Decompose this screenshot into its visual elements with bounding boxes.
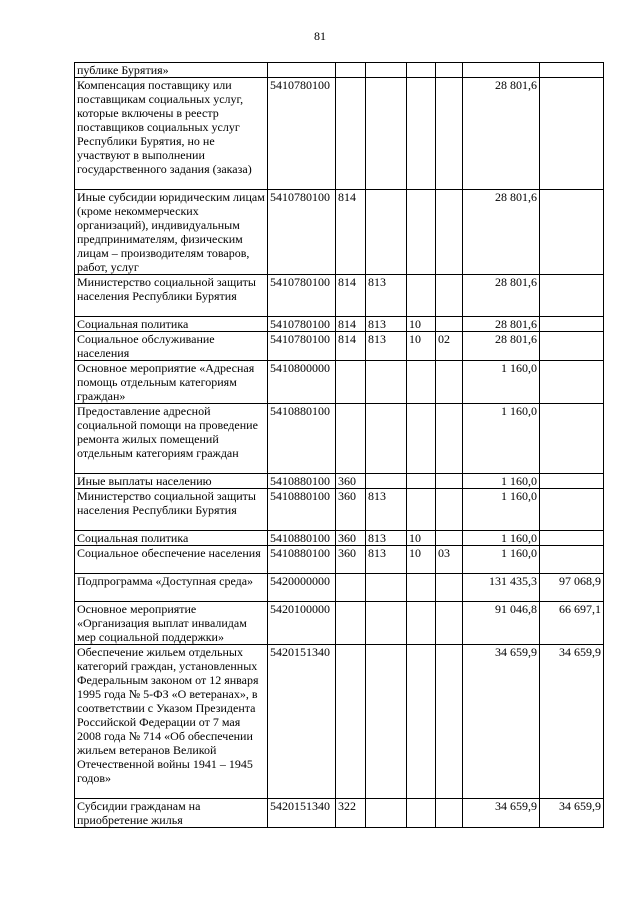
row-gr-cell: 813 [366, 317, 407, 332]
row-vr-cell [336, 78, 366, 190]
table-row [75, 799, 604, 828]
row-sum2-cell [540, 332, 604, 361]
row-name-cell: публике Бурятия» [75, 63, 268, 78]
row-name-cell: Министерство социальной защиты населения Республики Бурятия [75, 275, 268, 317]
row-sum2-cell [540, 63, 604, 78]
row-code-cell: 5410880100 [268, 531, 336, 546]
row-vr-cell: 814 [336, 317, 366, 332]
row-rz-cell [407, 275, 436, 317]
page-number: 81 [314, 29, 326, 43]
row-sum2-cell [540, 361, 604, 404]
row-sum2-cell [540, 275, 604, 317]
row-vr-cell: 360 [336, 489, 366, 531]
row-sum1-cell: 1 160,0 [463, 531, 540, 546]
row-code-cell: 5420000000 [268, 574, 336, 602]
row-code-cell: 5410880100 [268, 474, 336, 489]
row-name-cell: Подпрограмма «Доступная среда» [75, 574, 268, 602]
table-row [75, 317, 604, 332]
row-sum1-cell: 1 160,0 [463, 474, 540, 489]
row-rz-cell [407, 799, 436, 828]
row-name-cell: Основное мероприятие «Адресная помощь отдельным категориям граждан» [75, 361, 268, 404]
row-sum2-cell [540, 474, 604, 489]
row-name-cell: Субсидии гражданам на приобретение жилья [75, 799, 268, 828]
row-code-cell: 5420151340 [268, 799, 336, 828]
row-name-cell: Компенсация поставщику или поставщикам социальных услуг, которые включены в реестр поставщиков социальных услуг Республики Бурятия, но не участвуют в выполнении государственного задания (заказа) [75, 78, 268, 190]
row-gr-cell [366, 474, 407, 489]
table-row [75, 332, 604, 361]
row-name-cell: Социальное обслуживание населения [75, 332, 268, 361]
row-code-cell: 5410800000 [268, 361, 336, 404]
budget-table-body [75, 63, 604, 828]
row-gr-cell [366, 78, 407, 190]
row-code-cell: 5410780100 [268, 317, 336, 332]
row-code-cell: 5410780100 [268, 332, 336, 361]
row-pr-cell: 03 [436, 546, 463, 574]
row-name-cell: Социальная политика [75, 531, 268, 546]
row-gr-cell [366, 602, 407, 645]
row-name-cell: Социальное обеспечение населения [75, 546, 268, 574]
row-rz-cell: 10 [407, 531, 436, 546]
row-sum1-cell: 131 435,3 [463, 574, 540, 602]
row-name-cell: Иные выплаты населению [75, 474, 268, 489]
row-vr-cell: 814 [336, 190, 366, 275]
row-pr-cell [436, 574, 463, 602]
row-gr-cell [366, 645, 407, 799]
row-vr-cell: 360 [336, 546, 366, 574]
row-rz-cell: 10 [407, 546, 436, 574]
row-gr-cell: 813 [366, 332, 407, 361]
row-pr-cell [436, 799, 463, 828]
row-vr-cell [336, 574, 366, 602]
row-code-cell: 5410880100 [268, 489, 336, 531]
row-sum1-cell: 28 801,6 [463, 275, 540, 317]
row-code-cell: 5410780100 [268, 190, 336, 275]
row-code-cell: 5410880100 [268, 404, 336, 474]
row-rz-cell [407, 489, 436, 531]
row-gr-cell [366, 799, 407, 828]
budget-table [74, 62, 604, 828]
row-sum1-cell: 28 801,6 [463, 78, 540, 190]
row-vr-cell [336, 645, 366, 799]
row-vr-cell: 360 [336, 474, 366, 489]
row-rz-cell [407, 404, 436, 474]
row-sum1-cell: 1 160,0 [463, 361, 540, 404]
row-sum1-cell: 34 659,9 [463, 799, 540, 828]
row-sum1-cell: 28 801,6 [463, 332, 540, 361]
table-row [75, 531, 604, 546]
row-sum2-cell [540, 546, 604, 574]
row-sum1-cell: 28 801,6 [463, 190, 540, 275]
row-vr-cell: 814 [336, 275, 366, 317]
table-row [75, 645, 604, 799]
row-gr-cell [366, 574, 407, 602]
table-row [75, 190, 604, 275]
row-code-cell: 5410780100 [268, 275, 336, 317]
row-pr-cell [436, 404, 463, 474]
row-pr-cell: 02 [436, 332, 463, 361]
row-rz-cell [407, 645, 436, 799]
row-pr-cell [436, 78, 463, 190]
table-row [75, 275, 604, 317]
row-name-cell: Предоставление адресной социальной помощи на проведение ремонта жилых помещений отдельным категориям граждан [75, 404, 268, 474]
table-row [75, 489, 604, 531]
row-vr-cell: 360 [336, 531, 366, 546]
row-vr-cell: 814 [336, 332, 366, 361]
row-sum1-cell: 1 160,0 [463, 546, 540, 574]
row-sum1-cell: 1 160,0 [463, 489, 540, 531]
row-vr-cell [336, 602, 366, 645]
row-gr-cell: 813 [366, 546, 407, 574]
row-rz-cell [407, 63, 436, 78]
table-row [75, 602, 604, 645]
row-sum2-cell [540, 531, 604, 546]
row-sum2-cell: 97 068,9 [540, 574, 604, 602]
table-row [75, 574, 604, 602]
row-sum1-cell: 1 160,0 [463, 404, 540, 474]
row-gr-cell [366, 190, 407, 275]
row-sum1-cell: 91 046,8 [463, 602, 540, 645]
row-sum2-cell: 34 659,9 [540, 799, 604, 828]
row-rz-cell: 10 [407, 317, 436, 332]
row-rz-cell [407, 602, 436, 645]
row-gr-cell [366, 404, 407, 474]
row-code-cell: 5420100000 [268, 602, 336, 645]
row-code-cell: 5410880100 [268, 546, 336, 574]
row-code-cell: 5410780100 [268, 78, 336, 190]
row-sum2-cell: 34 659,9 [540, 645, 604, 799]
row-pr-cell [436, 645, 463, 799]
row-pr-cell [436, 275, 463, 317]
row-pr-cell [436, 602, 463, 645]
row-sum2-cell [540, 78, 604, 190]
row-vr-cell [336, 404, 366, 474]
row-sum2-cell [540, 190, 604, 275]
table-row [75, 78, 604, 190]
row-name-cell: Основное мероприятие «Организация выплат инвалидам мер социальной поддержки» [75, 602, 268, 645]
row-rz-cell: 10 [407, 332, 436, 361]
row-rz-cell [407, 574, 436, 602]
row-pr-cell [436, 361, 463, 404]
row-pr-cell [436, 531, 463, 546]
row-pr-cell [436, 190, 463, 275]
row-sum2-cell: 66 697,1 [540, 602, 604, 645]
row-rz-cell [407, 190, 436, 275]
row-code-cell: 5420151340 [268, 645, 336, 799]
row-rz-cell [407, 78, 436, 190]
row-name-cell: Иные субсидии юридическим лицам (кроме некоммерческих организаций), индивидуальным предпринимателям, физическим лицам – производителям товаров, работ, услуг [75, 190, 268, 275]
row-rz-cell [407, 361, 436, 404]
row-vr-cell: 322 [336, 799, 366, 828]
row-vr-cell [336, 63, 366, 78]
row-rz-cell [407, 474, 436, 489]
row-sum2-cell [540, 317, 604, 332]
row-gr-cell: 813 [366, 531, 407, 546]
row-sum1-cell: 34 659,9 [463, 645, 540, 799]
table-row [75, 546, 604, 574]
row-pr-cell [436, 63, 463, 78]
row-pr-cell [436, 317, 463, 332]
table-row [75, 474, 604, 489]
row-name-cell: Социальная политика [75, 317, 268, 332]
row-gr-cell [366, 63, 407, 78]
table-row [75, 361, 604, 404]
row-code-cell [268, 63, 336, 78]
row-gr-cell: 813 [366, 275, 407, 317]
row-pr-cell [436, 474, 463, 489]
row-gr-cell: 813 [366, 489, 407, 531]
row-sum1-cell [463, 63, 540, 78]
table-row [75, 63, 604, 78]
row-name-cell: Обеспечение жильем отдельных категорий граждан, установленных Федеральным законом от 12 января 1995 года № 5-ФЗ «О ветеранах», в соответствии с Указом Президента Российской Федерации от 7 мая 2008 года № 714 «Об обеспечении жильем ветеранов Великой Отечественной войны 1941 – 1945 годов» [75, 645, 268, 799]
row-sum1-cell: 28 801,6 [463, 317, 540, 332]
row-sum2-cell [540, 404, 604, 474]
row-name-cell: Министерство социальной защиты населения Республики Бурятия [75, 489, 268, 531]
row-pr-cell [436, 489, 463, 531]
row-sum2-cell [540, 489, 604, 531]
row-gr-cell [366, 361, 407, 404]
row-vr-cell [336, 361, 366, 404]
table-row [75, 404, 604, 474]
